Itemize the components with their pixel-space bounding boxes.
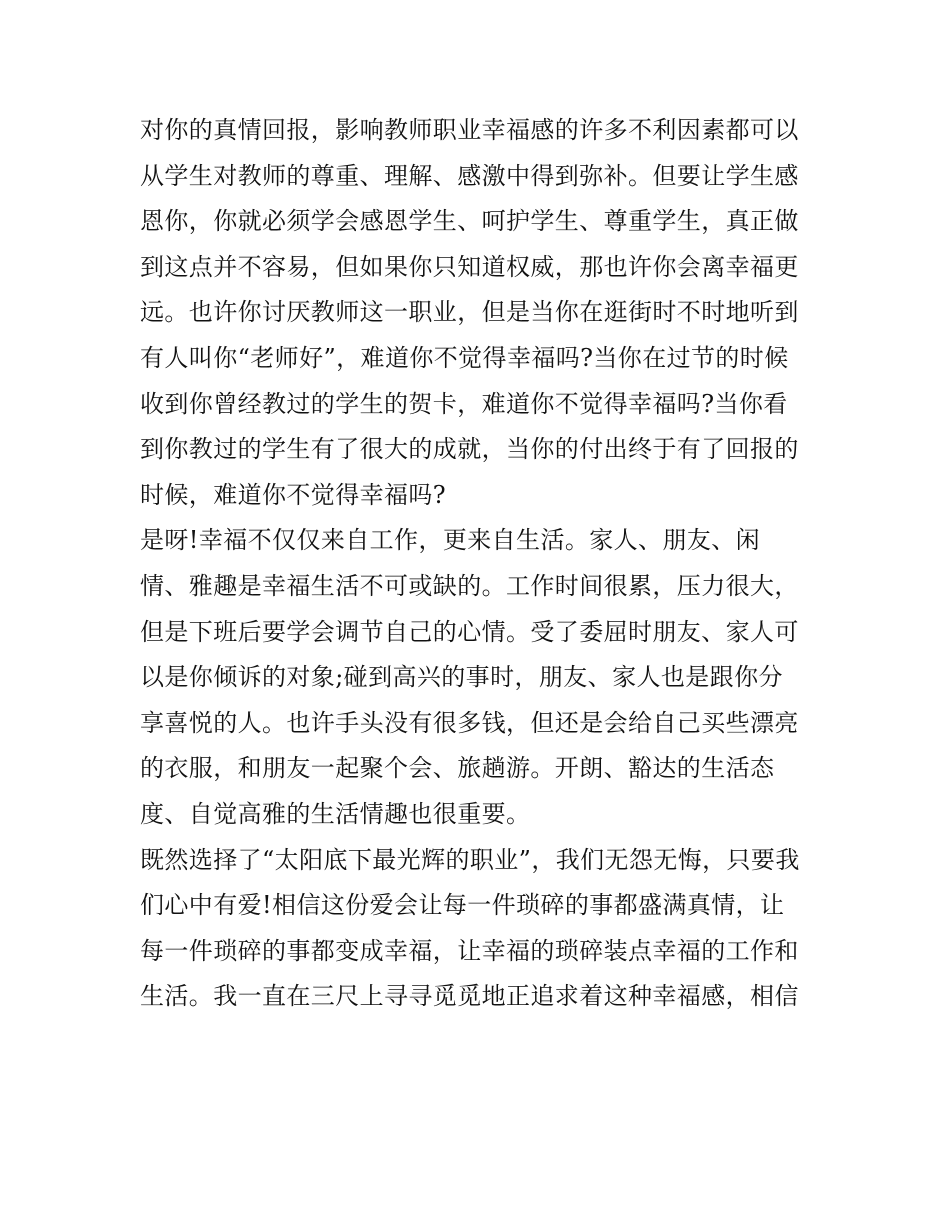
text-line: 既然选择了“太阳底下最光辉的职业”，我们无怨无悔，只要我 [140,845,800,874]
text-line: 收到你曾经教过的学生的贺卡，难道你不觉得幸福吗?当你看 [140,389,788,418]
text-line: 情、雅趣是幸福生活不可或缺的。工作时间很累，压力很大， [140,571,799,600]
text-line: 时候，难道你不觉得幸福吗? [140,480,447,509]
text-line: 恩你，你就必须学会感恩学生、呵护学生、尊重学生，真正做 [140,207,799,236]
text-line: 对你的真情回报，影响教师职业幸福感的许多不利因素都可以 [140,116,799,144]
text-line: 享喜悦的人。也许手头没有很多钱，但还是会给自己买些漂亮 [140,708,799,737]
text-line: 有人叫你“老师好”，难道你不觉得幸福吗?当你在过节的时候 [140,343,789,372]
text-line: 远。也许你讨厌教师这一职业，但是当你在逛街时不时地听到 [140,298,799,327]
text-line: 度、自觉高雅的生活情趣也很重要。 [140,799,531,828]
text-line: 从学生对教师的尊重、理解、感激中得到弥补。但要让学生感 [140,161,799,190]
document-body [140,108,820,1020]
text-line: 每一件琐碎的事都变成幸福，让幸福的琐碎装点幸福的工作和 [140,936,799,965]
text-line: 但是下班后要学会调节自己的心情。受了委屈时朋友、家人可 [140,617,799,646]
text-line: 以是你倾诉的对象;碰到高兴的事时，朋友、家人也是跟你分 [140,663,783,692]
text-line: 生活。我一直在三尺上寻寻觅觅地正追求着这种幸福感，相信 [140,982,799,1011]
text-line: 是呀!幸福不仅仅来自工作，更来自生活。家人、朋友、闲 [140,526,761,555]
text-line: 到你教过的学生有了很大的成就，当你的付出终于有了回报的 [140,435,799,464]
text-line: 到这点并不容易，但如果你只知道权威，那也许你会离幸福更 [140,252,799,281]
text-line: 们心中有爱!相信这份爱会让每一件琐碎的事都盛满真情，让 [140,891,785,920]
text-line: 的衣服，和朋友一起聚个会、旅趟游。开朗、豁达的生活态 [140,754,775,783]
